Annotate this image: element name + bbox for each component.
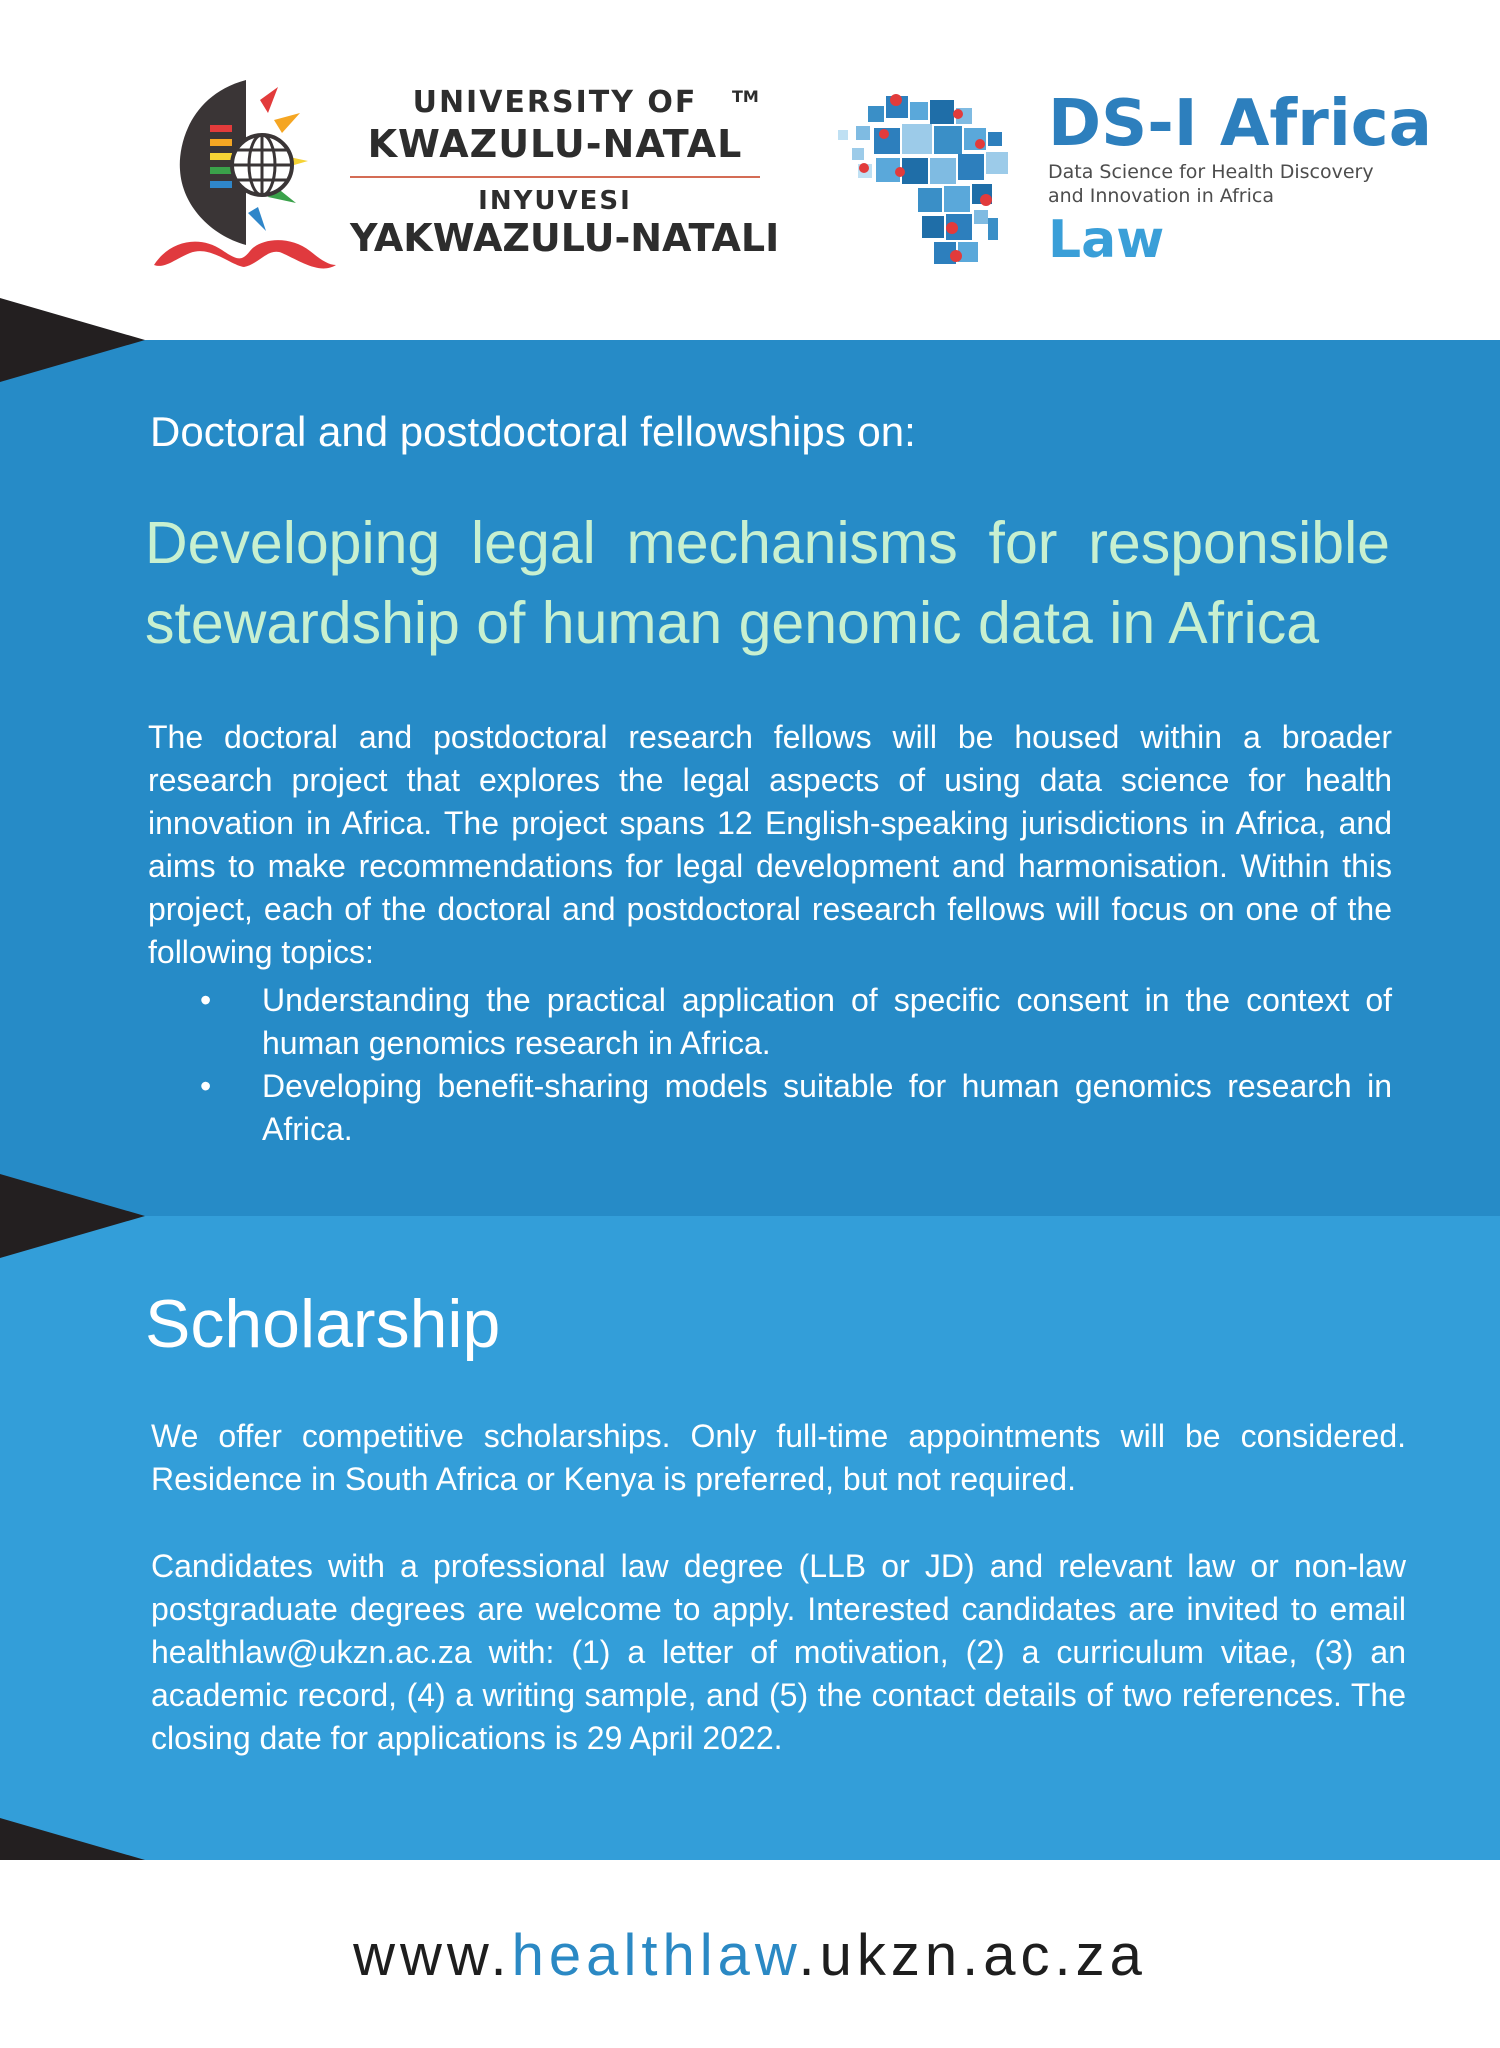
scholarship-paragraph-2: Candidates with a professional law degree (LLB or JD) and relevant law or non-law postgraduate degrees are welcome to apply. Interested candidates are invited to email healthlaw@ukzn.ac.za with: (1) a letter of motivation, (2) a curriculum vitae, (3) an academic record, (4) a writing sample, and (5) the contact details of two references. The closing date for applications is 29 April 2022. <box>151 1548 1406 1756</box>
topic-list <box>148 979 1392 1151</box>
footer <box>0 1860 1500 2048</box>
fellowship-body: The doctoral and postdoctoral research fellows will be housed within a broader research project that explores the legal aspects of using data science for health innovation in Africa. The project spans 12 English-speaking jurisdictions in Africa, and aims to make recommendations for legal development and harmonisation. Within this project, each of the doctoral and postdoctoral research fellows will focus on one of the following topics: <box>148 719 1392 970</box>
ukzn-emblem-icon <box>150 75 340 275</box>
topic-text: Developing benefit-sharing models suitable for human genomics research in Africa. <box>262 1068 1392 1147</box>
dsi-wordmark <box>1048 88 1432 272</box>
dsi-subtitle-1: Data Science for Health Discovery <box>1048 161 1374 183</box>
dsi-africa-logo <box>838 87 1432 288</box>
url-suffix: .ukzn.ac.za <box>798 1923 1147 1988</box>
header <box>0 0 1500 340</box>
ukzn-line-4: YAKWAZULU-NATALI <box>350 216 780 260</box>
topic-text: Understanding the practical application of specific consent in the context of human genomics research in Africa. <box>262 982 1392 1061</box>
scholarship-paragraph-1: We offer competitive scholarships. Only full-time appointments will be considered. Residence in South Africa or Kenya is preferred, but not required. <box>151 1418 1406 1497</box>
website-url[interactable] <box>0 1922 1500 1989</box>
dsi-subtitle-2: and Innovation in Africa <box>1048 185 1274 207</box>
ukzn-line-1: UNIVERSITY OF <box>412 85 698 120</box>
scholarship-title: Scholarship <box>145 1286 501 1362</box>
ukzn-logo <box>150 75 780 275</box>
ukzn-line-3: INYUVESI <box>478 186 632 216</box>
trademark-mark: TM <box>732 87 759 106</box>
bullet-icon: • <box>200 1068 212 1104</box>
url-highlight: healthlaw <box>511 1923 799 1988</box>
bullet-icon: • <box>200 982 212 1018</box>
dsi-title: DS-I Africa <box>1048 87 1432 161</box>
list-item <box>148 979 1392 1065</box>
url-prefix: www. <box>353 1923 512 1988</box>
ukzn-divider <box>350 176 760 178</box>
dsi-law-label: Law <box>1048 210 1165 270</box>
list-item <box>148 1065 1392 1151</box>
ukzn-wordmark <box>350 85 780 260</box>
fellowship-intro: Doctoral and postdoctoral fellowships on: <box>150 408 916 455</box>
section-arrow-1 <box>0 298 145 382</box>
ukzn-line-2: KWAZULU-NATAL <box>367 122 743 166</box>
section-arrow-2 <box>0 1174 145 1258</box>
fellowship-headline: Developing legal mechanisms for responsible stewardship of human genomic data in Africa <box>145 510 1390 656</box>
africa-map-icon <box>838 88 1038 278</box>
